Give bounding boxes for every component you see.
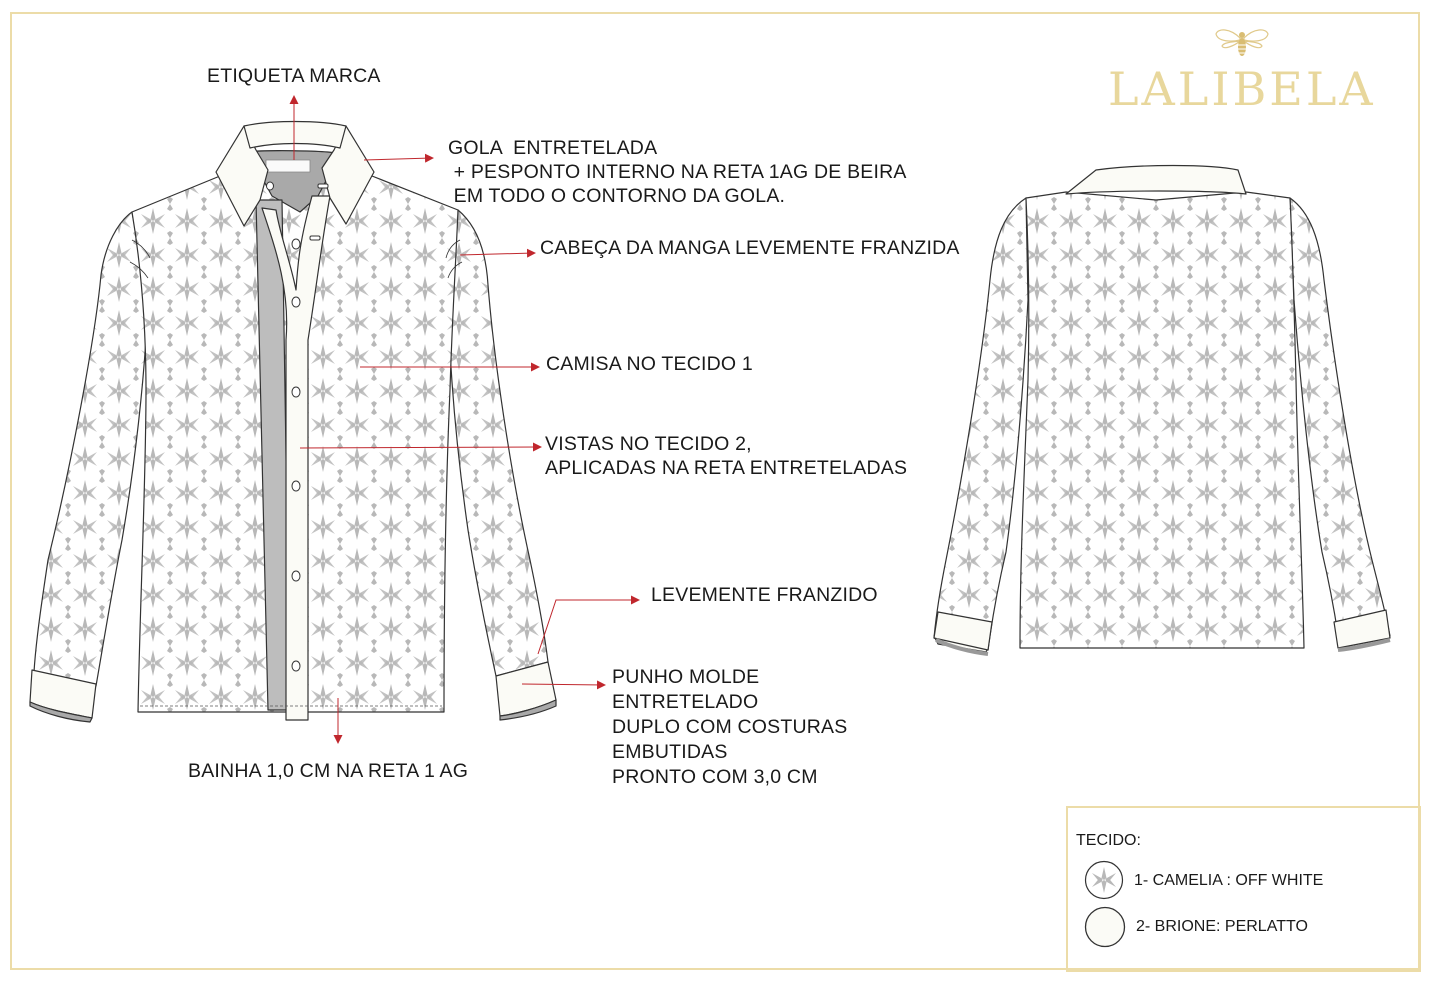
back-body <box>1020 192 1304 648</box>
legend-title: TECIDO: <box>1076 832 1141 849</box>
label-punho: PUNHO MOLDE ENTRETELADO DUPLO COM COSTURAS EMBUTIDAS PRONTO COM 3,0 CM <box>612 666 848 788</box>
label-camisa-tecido: CAMISA NO TECIDO 1 <box>546 353 753 375</box>
arrow-franzido <box>538 600 638 654</box>
label-bainha: BAINHA 1,0 CM NA RETA 1 AG <box>188 760 469 782</box>
back-shirt <box>934 166 1390 655</box>
label-cabeca-manga: CABEÇA DA MANGA LEVEMENTE FRANZIDA <box>540 237 960 259</box>
back-right-sleeve <box>1290 198 1390 648</box>
front-shirt <box>30 122 556 723</box>
front-left-sleeve <box>34 212 148 686</box>
swatch-brione-icon <box>1084 906 1126 948</box>
legend-item-2: 2- BRIONE: PERLATTO <box>1136 918 1308 935</box>
label-gola: GOLA ENTRETELADA + PESPONTO INTERNO NA RETA 1AG DE BEIRA EM TODO O CONTORNO DA GOLA. <box>448 137 907 207</box>
swatch-camelia-icon <box>1084 860 1124 900</box>
front-right-sleeve <box>448 210 548 676</box>
back-left-sleeve <box>934 198 1028 650</box>
legend-item-1: 1- CAMELIA : OFF WHITE <box>1134 872 1324 889</box>
label-vistas: VISTAS NO TECIDO 2, APLICADAS NA RETA ENTRETELADAS <box>545 433 908 479</box>
back-collar <box>1066 166 1246 195</box>
brand-wordmark: LALIBELA <box>1108 62 1376 116</box>
front-collar-stand <box>244 122 346 149</box>
fabric-legend <box>1066 806 1421 972</box>
brand-label-tag <box>266 160 310 172</box>
label-levemente-franzido: LEVEMENTE FRANZIDO <box>651 584 878 606</box>
label-etiqueta-marca: ETIQUETA MARCA <box>207 65 381 87</box>
arrow-gola <box>364 158 432 160</box>
